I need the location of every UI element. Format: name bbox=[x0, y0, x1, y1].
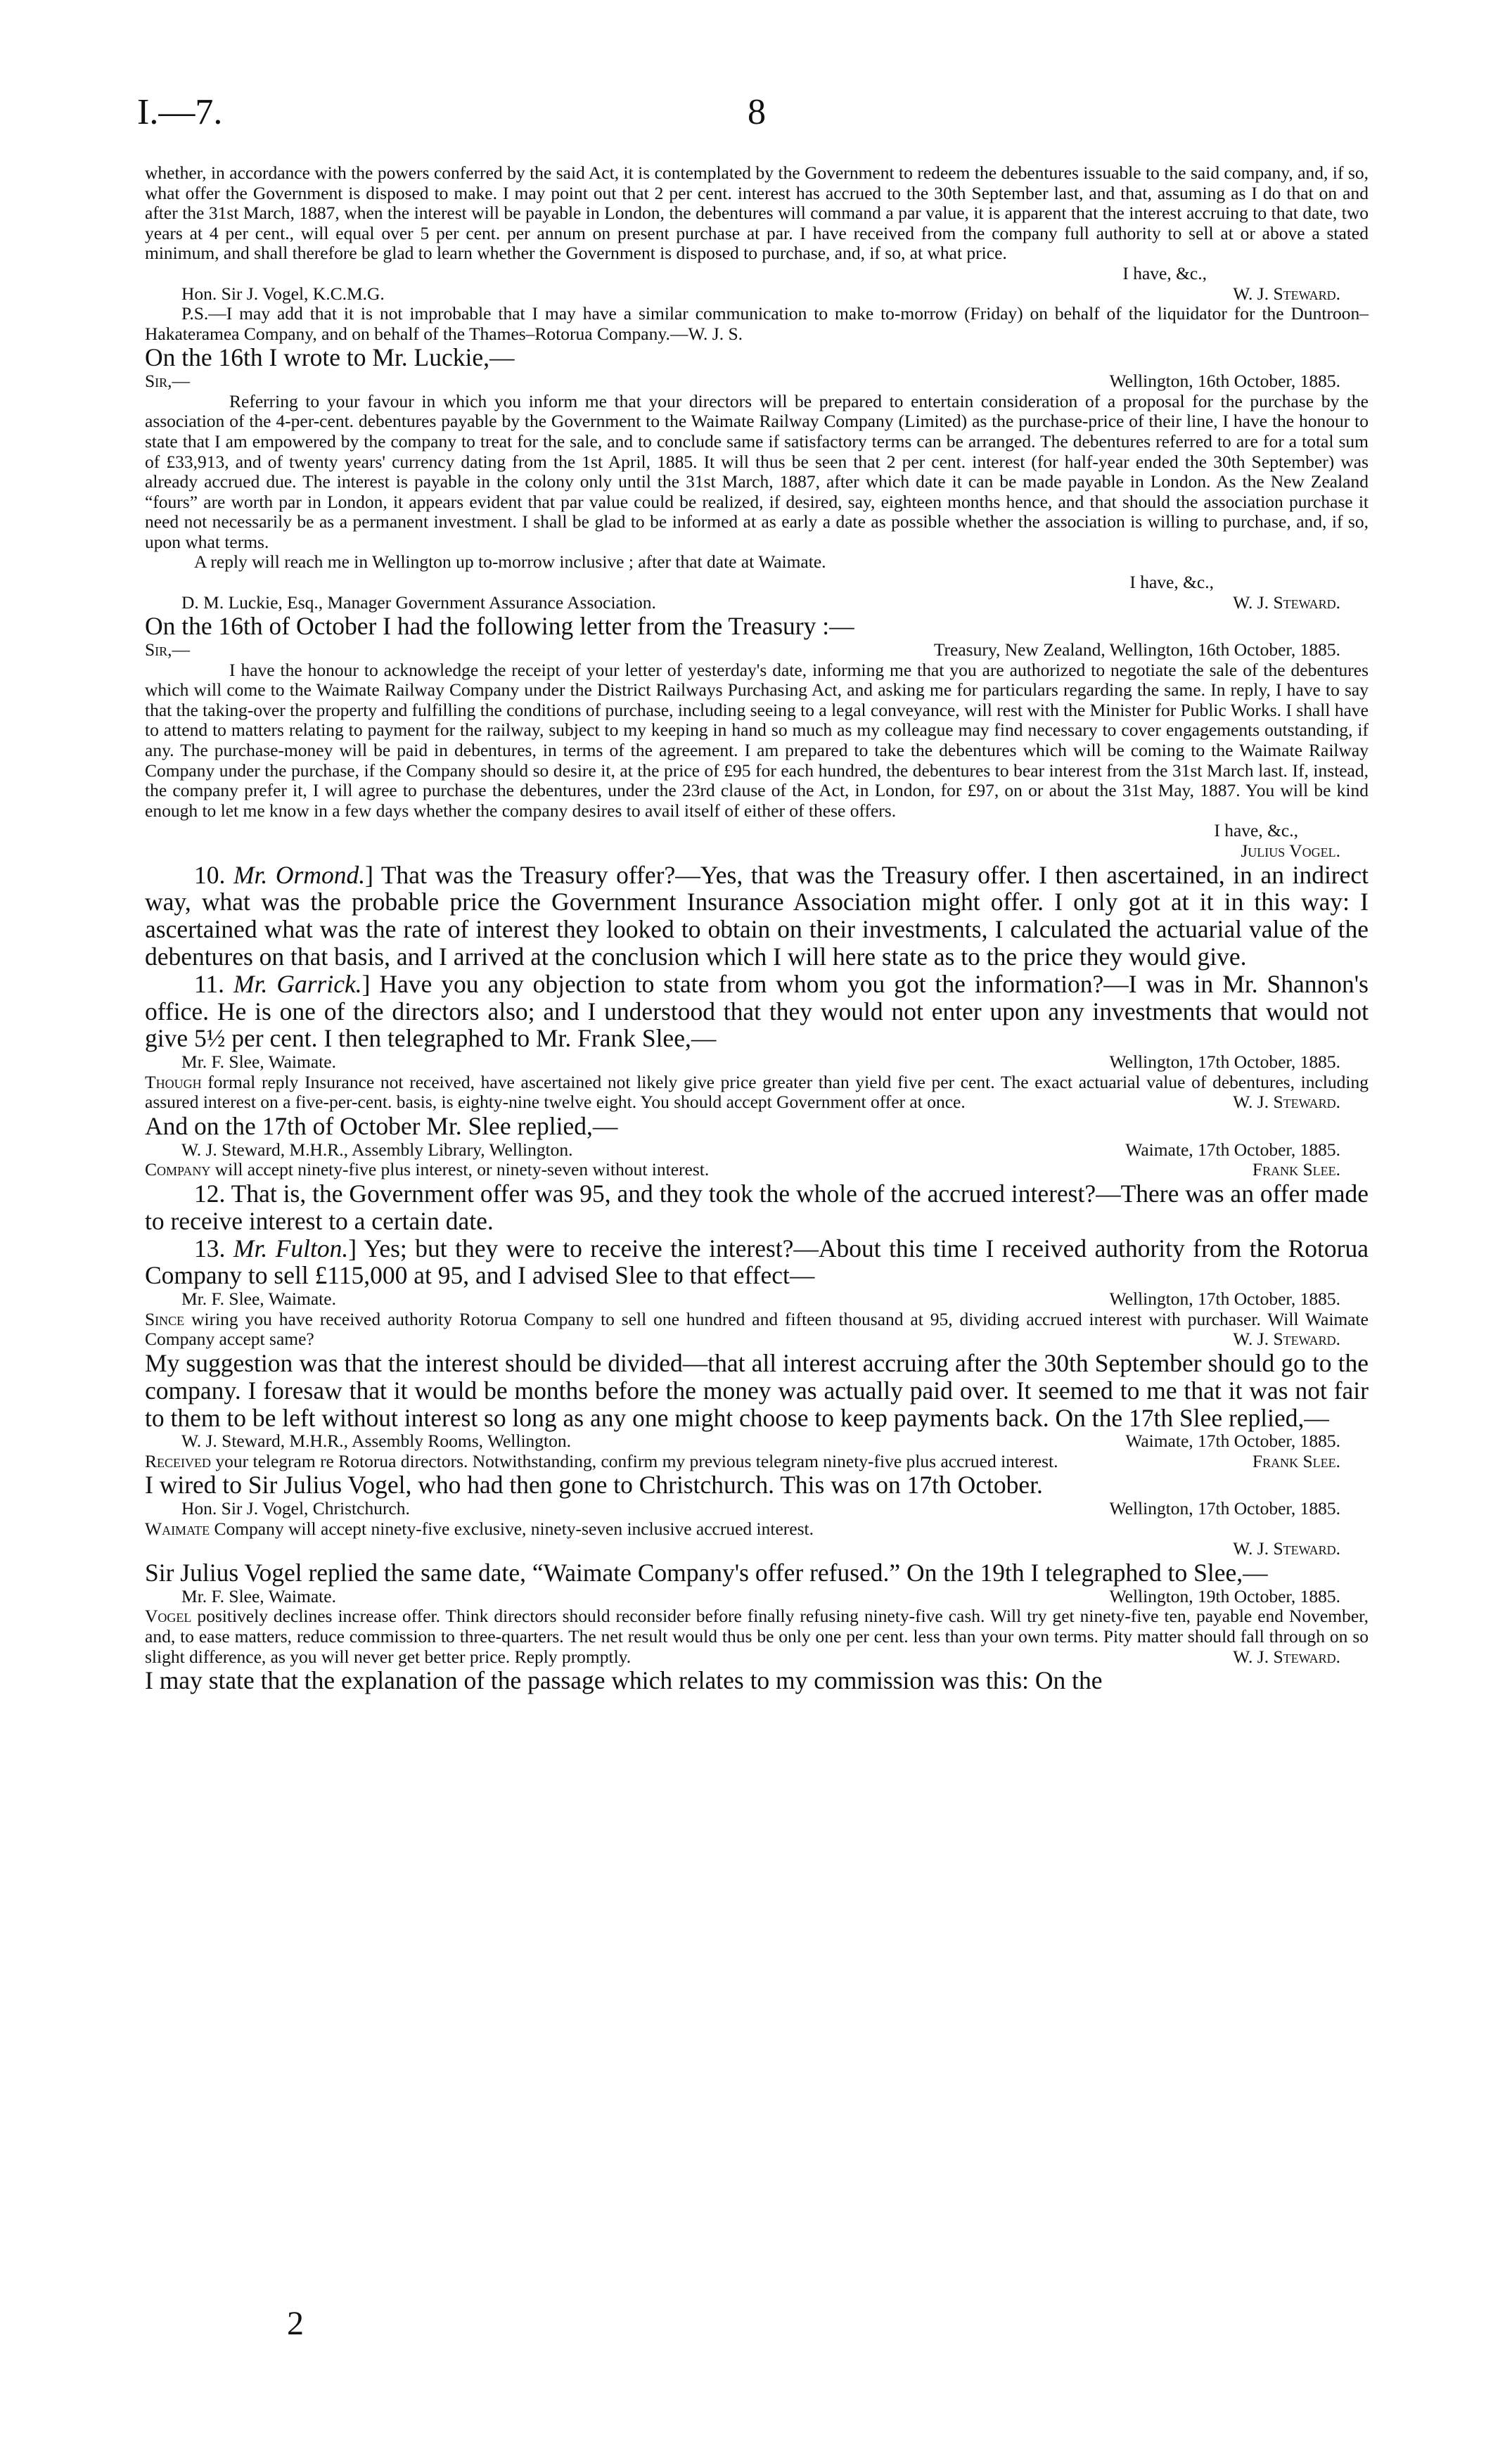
evidence-question-11 bbox=[145, 971, 1369, 1052]
telegram-header bbox=[145, 1140, 1369, 1161]
telegram-dateline: Wellington, 17th October, 1885. bbox=[1109, 1289, 1340, 1310]
letter-signature: W. J. Steward. bbox=[1233, 592, 1340, 613]
question-number: 12. bbox=[194, 1179, 226, 1208]
letter-dateline: Wellington, 16th October, 1885. bbox=[1109, 371, 1340, 392]
telegram-addressee: W. J. Steward, M.H.R., Assembly Library, Wellington. bbox=[181, 1139, 573, 1160]
telegram-body bbox=[145, 1519, 1369, 1540]
narrative-paragraph: On the 16th I wrote to Mr. Luckie,— bbox=[145, 343, 515, 372]
question-number: 10. bbox=[194, 860, 226, 889]
telegram-dateline: Waimate, 17th October, 1885. bbox=[1125, 1139, 1340, 1160]
telegram-dateline: Wellington, 17th October, 1885. bbox=[1109, 1051, 1340, 1073]
telegram-signature: W. J. Steward. bbox=[1233, 1538, 1340, 1559]
telegram-lead-word: Received bbox=[145, 1450, 211, 1471]
letter-dateline: Treasury, New Zealand, Wellington, 16th October, 1885. bbox=[933, 639, 1340, 660]
telegram-signature: W. J. Steward. bbox=[1233, 1646, 1340, 1667]
letter-body-2: A reply will reach me in Wellington up to-morrow inclusive ; after that date at Waimate. bbox=[194, 551, 826, 573]
telegram-addressee: Mr. F. Slee, Waimate. bbox=[181, 1051, 336, 1073]
telegram-text: positively declines increase offer. Think directors should reconsider before finally refusing ninety-five cash. Will try get ninety-five ten, payable end November, and, to ease matters, reduce commission to three-quarters. The net result would thus be only one per cent. less than your own terms. Pity matter should fall through on so slight difference, as you will never get better price. Reply promptly. bbox=[145, 1606, 1369, 1667]
narrative-paragraph: I wired to Sir Julius Vogel, who had then gone to Christchurch. This was on 17th October. bbox=[145, 1471, 1043, 1500]
telegram-text: wiring you have received authority Rotorua Company to sell one hundred and fifteen thousand at 95, dividing accrued interest with purchaser. Will Waimate Company accept same? bbox=[145, 1308, 1369, 1350]
letter-body: whether, in accordance with the powers conferred by the said Act, it is contemplated by the Government to redeem the debentures issuable to the said company, and, if so, what offer the Government is disposed to make. I may point out that 2 per cent. interest has accrued to the 30th September last, and that, assuming as I do that on and after the 31st March, 1887, when the interest will be payable in London, the debentures will command a par value, it is apparent that the interest accruing to that date, two years at 4 per cent., will equal over 5 per cent. per annum on present purchase at par. I have received from the company full authority to sell at or above a stated minimum, and shall therefore be glad to learn whether the Government is disposed to purchase, and, if so, at what price. bbox=[145, 162, 1369, 264]
narrative-paragraph: On the 16th of October I had the following letter from the Treasury :— bbox=[145, 612, 854, 641]
letter-signature: Julius Vogel. bbox=[1241, 840, 1340, 861]
letter-addressee: Hon. Sir J. Vogel, K.C.M.G. bbox=[181, 283, 385, 304]
telegram-lead-word: Though bbox=[145, 1071, 202, 1092]
letter-salutation: Sir,— bbox=[145, 371, 191, 392]
telegram-addressee: Mr. F. Slee, Waimate. bbox=[181, 1585, 336, 1606]
page-header bbox=[137, 91, 1375, 141]
telegram-signature: Frank Slee. bbox=[1252, 1159, 1340, 1180]
telegram-header bbox=[145, 1052, 1369, 1073]
letter-closing: I have, &c., bbox=[1214, 820, 1298, 841]
page-number: 8 bbox=[748, 92, 766, 132]
telegram-lead-word: Waimate bbox=[145, 1518, 210, 1539]
telegram-header bbox=[145, 1431, 1369, 1452]
question-number: 13. bbox=[194, 1234, 226, 1262]
telegram-signature: Frank Slee. bbox=[1252, 1450, 1340, 1471]
telegram-dateline: Waimate, 17th October, 1885. bbox=[1125, 1431, 1340, 1452]
telegram-header bbox=[145, 1289, 1369, 1310]
postscript: P.S.—I may add that it is not improbable that I may have a similar communication to make to-morrow (Friday) on behalf of the liquidator for the Duntroon–Hakateramea Company, and on behalf of the Thames–Rotorua Company.—W. J. S. bbox=[145, 303, 1369, 344]
letter-salutation-row bbox=[145, 640, 1369, 660]
letter-addressee-row bbox=[145, 593, 1369, 613]
telegram-header bbox=[145, 1587, 1369, 1607]
telegram-addressee: Hon. Sir J. Vogel, Christchurch. bbox=[181, 1498, 410, 1519]
letter-body: Referring to your favour in which you inform me that your directors will be prepared to entertain consideration of a proposal for the purchase by the association of the 4-per-cent. debentures payable by the Government to the Waimate Railway Company (Limited) as the purchase-price of their line, I have the honour to state that I am empowered by the company to treat for the sale, and to conclude same if satisfactory terms can be arranged. The debentures referred to are for a total sum of £33,913, and of twenty years' currency dating from the 1st April, 1885. It will thus be seen that 2 per cent. interest (for half-year ended the 30th September) was already accrued due. The interest is payable in the colony only until the 31st March, 1887, after which date it can be made payable in London. As the New Zealand “fours” are worth par in London, it appears evident that par value could be realized, if desired, say, eighteen months hence, and that should the association purchase it need not necessarily be as a permanent investment. I shall be glad to be informed at as early a date as possible whether the association is willing to purchase, and, if so, upon what terms. bbox=[145, 390, 1369, 552]
telegram-body bbox=[145, 1160, 1369, 1180]
question-text: ] Have you any objection to state from whom you got the information?—I was in Mr. Shannon's office. He is one of the directors also; and I understood that they would not enter upon any investments that would not give 5½ per cent. I then telegraphed to Mr. Frank Slee,— bbox=[145, 969, 1369, 1053]
telegram-text: formal reply Insurance not received, have ascertained not likely give price greater than yield five per cent. The exact actuarial value of debentures, including assured interest on a five-per-cent. basis, is eighty-nine twelve eight. You should accept Government offer at once. bbox=[145, 1071, 1369, 1113]
telegram-text: Company will accept ninety-five exclusive, ninety-seven inclusive accrued interest. bbox=[210, 1518, 814, 1539]
question-text: ] Yes; but they were to receive the interest?—About this time I received authority from the Rotorua Company to sell £115,000 at 95, and I advised Slee to that effect— bbox=[145, 1234, 1369, 1290]
telegram-addressee: W. J. Steward, M.H.R., Assembly Rooms, Wellington. bbox=[181, 1431, 572, 1452]
telegram-text: your telegram re Rotorua directors. Notwithstanding, confirm my previous telegram ninety-five plus accrued interest. bbox=[211, 1450, 1058, 1471]
letter-salutation-row bbox=[145, 371, 1369, 392]
signature-mark: 2 bbox=[287, 2305, 304, 2342]
telegram-body bbox=[145, 1452, 1369, 1472]
telegram-dateline: Wellington, 17th October, 1885. bbox=[1109, 1498, 1340, 1519]
questioner: Mr. Garrick. bbox=[233, 969, 362, 998]
telegram-addressee: Mr. F. Slee, Waimate. bbox=[181, 1289, 336, 1310]
telegram-text: will accept ninety-five plus interest, or ninety-seven without interest. bbox=[210, 1159, 710, 1180]
telegram-lead-word: Since bbox=[145, 1308, 185, 1329]
question-text: That is, the Government offer was 95, and they took the whole of the accrued interest?—There was an offer made to receive interest to a certain date. bbox=[145, 1179, 1369, 1235]
telegram-signature: W. J. Steward. bbox=[1233, 1329, 1340, 1350]
narrative-paragraph: And on the 17th of October Mr. Slee replied,— bbox=[145, 1111, 618, 1140]
question-text: ] That was the Treasury offer?—Yes, that was the Treasury offer. I then ascertained, in an indirect way, what was the probable price the Government Insurance Association might offer. I only got at it in this way: I ascertained what was the rate of interest they looked to obtain on their investments, I calculated the actuarial value of the debentures on that basis, and I arrived at the conclusion which I will here state as to the price they would give. bbox=[145, 860, 1369, 971]
letter-body: I have the honour to acknowledge the receipt of your letter of yesterday's date, informing me that you are authorized to negotiate the sale of the debentures which will come to the Waimate Railway Company under the District Railways Purchasing Act, and asking me for particulars regarding the same. In reply, I have to say that the taking-over the property and fulfilling the conditions of purchase, including seeing to a legal conveyance, will rest with the Minister for Public Works. I shall have to attend to matters relating to payment for the railway, subject to my keeping in hand so much as my colleague may find necessary to cover engagements outstanding, if any. The purchase-money will be paid in debentures, in terms of the agreement. I am prepared to take the debentures which will be coming to the Waimate Railway Company under the purchase, if the Company should so desire it, at the price of £95 for each hundred, the debentures to bear interest from the 31st March last. If, instead, the company prefer it, I will agree to purchase the debentures, under the 23rd clause of the Act, in London, for £97, on or about the 31st May, 1887. You will be kind enough to let me know in a few days whether the company desires to avail itself of either of these offers. bbox=[145, 659, 1369, 821]
question-number: 11. bbox=[194, 969, 225, 998]
document-reference: I.—7. bbox=[137, 92, 223, 132]
letter-signature: W. J. Steward. bbox=[1233, 283, 1340, 304]
letter-addressee-row bbox=[145, 284, 1369, 305]
telegram-dateline: Wellington, 19th October, 1885. bbox=[1109, 1585, 1340, 1606]
evidence-question-13 bbox=[145, 1235, 1369, 1290]
narrative-paragraph: Sir Julius Vogel replied the same date, “Waimate Company's offer refused.” On the 19th I telegraphed to Slee,— bbox=[145, 1559, 1268, 1587]
telegram-lead-word: Vogel bbox=[145, 1606, 192, 1627]
telegram-body bbox=[145, 1606, 1369, 1667]
page-content bbox=[145, 163, 1369, 1694]
telegram-signature: W. J. Steward. bbox=[1233, 1092, 1340, 1113]
telegram-body bbox=[145, 1073, 1369, 1113]
questioner: Mr. Fulton. bbox=[233, 1234, 349, 1262]
evidence-question-12 bbox=[145, 1180, 1369, 1235]
letter-salutation: Sir,— bbox=[145, 639, 191, 660]
letter-closing: I have, &c., bbox=[1122, 262, 1207, 283]
letter-closing: I have, &c., bbox=[1129, 572, 1214, 593]
evidence-question-10 bbox=[145, 862, 1369, 971]
telegram-lead-word: Company bbox=[145, 1159, 211, 1180]
narrative-paragraph: My suggestion was that the interest should be divided—that all interest accruing after the 30th September should go to the company. I foresaw that it would be months before the money was actually paid over. It seemed to me that it was not fair to them to be left without interest so long as any one might choose to keep payments back. On the 17th Slee replied,— bbox=[145, 1348, 1369, 1432]
letter-addressee: D. M. Luckie, Esq., Manager Government Assurance Association. bbox=[181, 592, 656, 613]
narrative-paragraph: I may state that the explanation of the passage which relates to my commission was this: On the bbox=[145, 1666, 1103, 1695]
telegram-body bbox=[145, 1310, 1369, 1350]
telegram-header bbox=[145, 1499, 1369, 1519]
questioner: Mr. Ormond. bbox=[233, 860, 366, 889]
